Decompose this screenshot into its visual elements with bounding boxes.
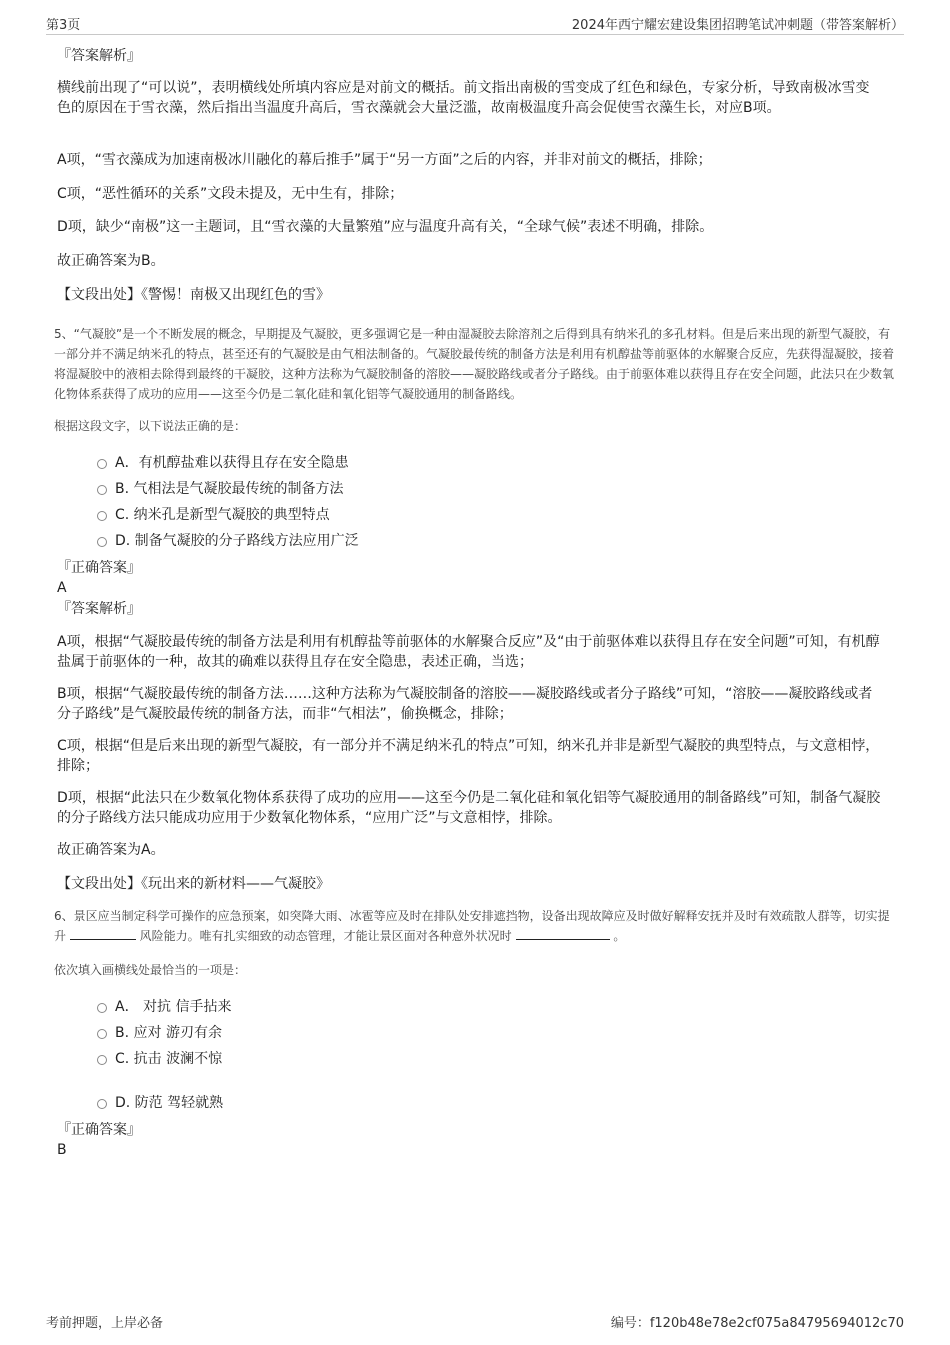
q5-answer-label: 『正确答案』 — [57, 560, 141, 576]
q5-analysis-label: 『答案解析』 — [57, 601, 141, 617]
q6-option-b[interactable] — [57, 1020, 657, 1046]
radio-button-icon[interactable] — [97, 1055, 107, 1065]
q4-conclusion: 故正确答案为B。 — [57, 253, 165, 269]
q5-analysis-para-a: A项，根据“气凝胶最传统的制备方法是利用有机醇盐等前驱体的水解聚合反应”及“由于前驱体难以获得且存在安全问题”可知，有机醇盐属于前驱体的一种，故其的确难以获得且存在安全隐患，表述正确，当选； — [57, 634, 880, 670]
option-label: D. 制备气凝胶的分子路线方法应用广泛 — [115, 533, 359, 549]
option-label: A．有机醇盐难以获得且存在安全隐患 — [115, 455, 349, 471]
page-number: 第3页 — [46, 18, 81, 33]
q5-answer: A — [57, 580, 67, 596]
option-label: C. 纳米孔是新型气凝胶的典型特点 — [115, 507, 330, 523]
option-label: D. 防范 驾轻就熟 — [115, 1095, 224, 1111]
page-header — [46, 14, 904, 35]
q6-option-c[interactable] — [57, 1046, 657, 1072]
fill-blank-2 — [516, 927, 610, 940]
q6-prompt: 依次填入画横线处最恰当的一项是： — [54, 963, 247, 977]
q5-analysis-para-b: B项，根据“气凝胶最传统的制备方法……这种方法称为气凝胶制备的溶胶——凝胶路线或者分子路线”可知，“溶胶——凝胶路线或者分子路线”是气凝胶最传统的制备方法，而非“气相法”，偷换概念，排除； — [57, 686, 873, 722]
q5-option-b[interactable] — [57, 476, 657, 502]
q6-option-d[interactable] — [57, 1090, 657, 1116]
q4-analysis-para-d: D项，缺少“南极”这一主题词，且“雪衣藻的大量繁殖”应与温度升高有关，“全球气候”表述不明确，排除。 — [57, 219, 714, 235]
q5-source: 【文段出处】《玩出来的新材料——气凝胶》 — [57, 876, 330, 892]
q6-option-a[interactable] — [57, 994, 657, 1020]
q6-stem-part2: 风险能力。唯有扎实细致的动态管理，才能让景区面对各种意外状况时 — [139, 929, 512, 943]
q5-conclusion: 故正确答案为A。 — [57, 842, 165, 858]
radio-button-icon[interactable] — [97, 485, 107, 495]
option-label: B. 应对 游刃有余 — [115, 1025, 222, 1041]
q6-options — [57, 994, 657, 1116]
radio-button-icon[interactable] — [97, 1003, 107, 1013]
q5-option-a[interactable] — [57, 450, 657, 476]
q4-analysis-para-a: A项，“雪衣藻成为加速南极冰川融化的幕后推手”属于“另一方面”之后的内容，并非对前文的概括，排除； — [57, 152, 712, 168]
document-title: 2024年西宁耀宏建设集团招聘笔试冲刺题（带答案解析） — [571, 18, 904, 33]
document-id: 编号：f120b48e78e2cf075a84795694012c70 — [610, 1316, 904, 1331]
footer-slogan: 考前押题，上岸必备 — [46, 1316, 164, 1331]
page-footer — [46, 1312, 904, 1332]
q5-option-d[interactable] — [57, 528, 657, 554]
q5-analysis-para-d: D项，根据“此法只在少数氧化物体系获得了成功的应用——这至今仍是二氧化硅和氧化铝等气凝胶通用的制备路线”可知，制备气凝胶的分子路线方法只能成功应用于少数氧化物体系，“应用广泛”与文意相悖，排除。 — [57, 790, 881, 826]
q5-option-c[interactable] — [57, 502, 657, 528]
radio-button-icon[interactable] — [97, 1099, 107, 1109]
q6-answer-label: 『正确答案』 — [57, 1122, 141, 1138]
radio-button-icon[interactable] — [97, 511, 107, 521]
radio-button-icon[interactable] — [97, 1029, 107, 1039]
q4-source: 【文段出处】《警惕！南极又出现红色的雪》 — [57, 287, 330, 303]
q6-stem-part1: 6、景区应当制定科学可操作的应急预案，如突降大雨、冰雹等应及时在排队处安排遮挡物，设备出现故障应及时做好解释安抚并及时有效疏散人群等，切实提升 — [54, 909, 890, 943]
fill-blank-1 — [70, 927, 136, 940]
q4-analysis-para-c: C项，“恶性循环的关系”文段未提及，无中生有，排除； — [57, 186, 404, 202]
option-label: C. 抗击 波澜不惊 — [115, 1051, 223, 1067]
q6-answer: B — [57, 1142, 67, 1158]
q5-options — [57, 450, 657, 554]
option-label: A． 对抗 信手拈来 — [115, 999, 232, 1015]
q5-prompt: 根据这段文字，以下说法正确的是： — [54, 419, 247, 433]
q4-analysis-para1: 横线前出现了“可以说”，表明横线处所填内容应是对前文的概括。前文指出南极的雪变成了红色和绿色，专家分析，导致南极冰雪变色的原因在于雪衣藻，然后指出当温度升高后，雪衣藻就会大量泛滥，故南极温度升高会促使雪衣藻生长，对应B项。 — [57, 80, 870, 116]
q4-analysis-label: 『答案解析』 — [57, 48, 141, 64]
q5-stem: 5、“气凝胶”是一个不断发展的概念，早期提及气凝胶，更多强调它是一种由湿凝胶去除溶剂之后得到具有纳米孔的多孔材料。但是后来出现的新型气凝胶，有一部分并不满足纳米孔的特点，甚至还有的气凝胶是由气相法制备的。气凝胶最传统的制备方法是利用有机醇盐等前驱体的水解聚合反应，先获得湿凝胶，接着将湿凝胶中的液相去除得到最终的干凝胶，这种方法称为气凝胶制备的溶胶——凝胶路线或者分子路线。由于前驱体难以获得且存在安全问题，此法只在少数氧化物体系获得了成功的应用——这至今仍是二氧化硅和氧化铝等气凝胶通用的制备路线。 — [54, 327, 895, 401]
q6-stem-part3: 。 — [613, 929, 626, 943]
radio-button-icon[interactable] — [97, 459, 107, 469]
q5-analysis-para-c: C项，根据“但是后来出现的新型气凝胶，有一部分并不满足纳米孔的特点”可知，纳米孔并非是新型气凝胶的典型特点，与文意相悖，排除； — [57, 738, 880, 774]
radio-button-icon[interactable] — [97, 537, 107, 547]
q6-stem — [54, 906, 894, 946]
option-label: B. 气相法是气凝胶最传统的制备方法 — [115, 481, 344, 497]
